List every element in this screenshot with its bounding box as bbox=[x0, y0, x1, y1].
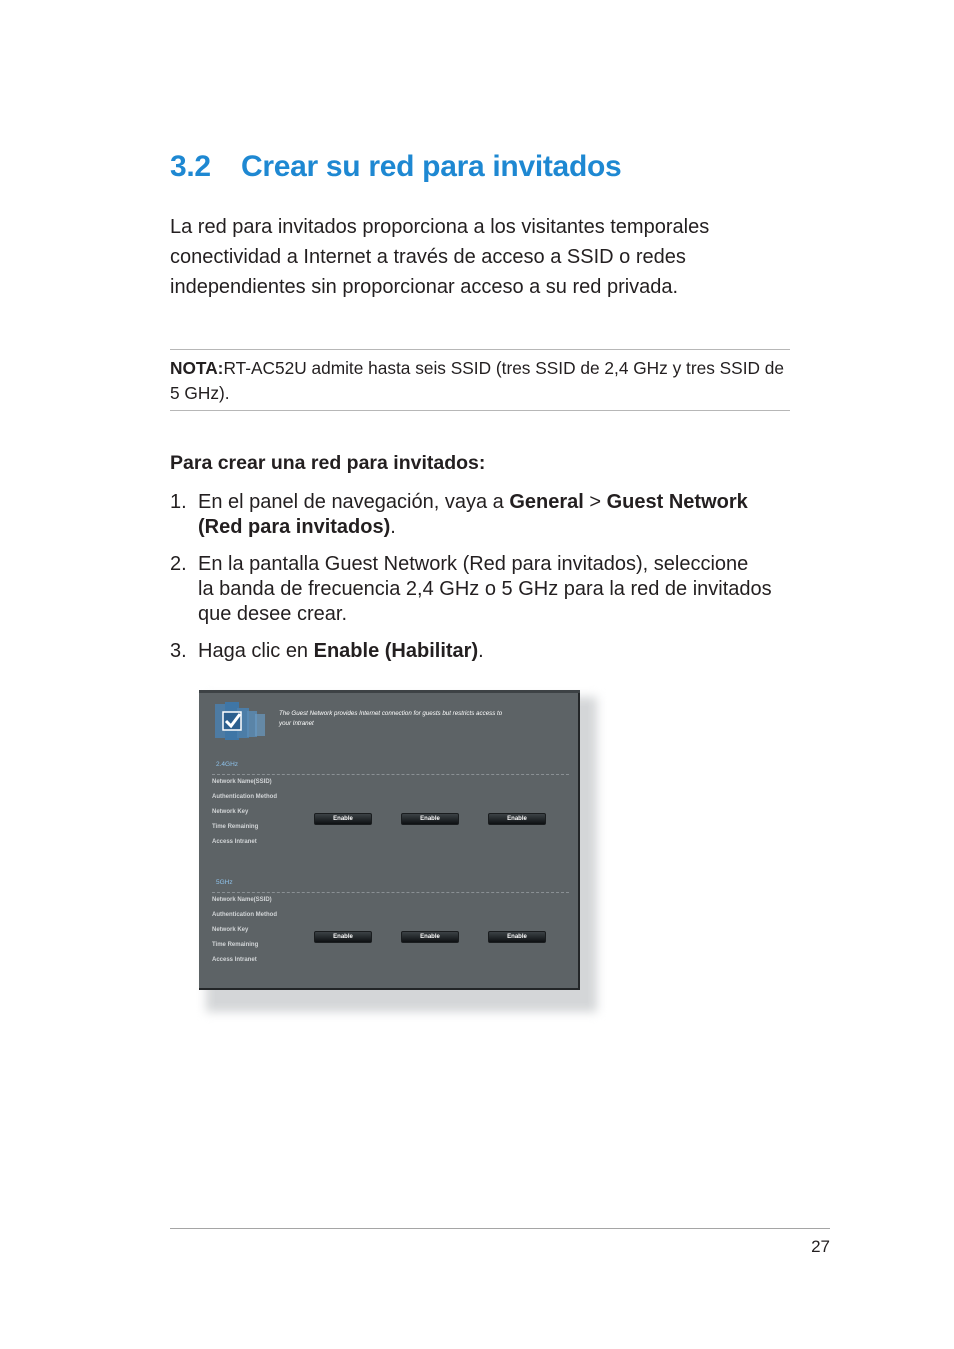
enable-button[interactable]: Enable bbox=[488, 931, 546, 943]
description-line: your Intranet bbox=[279, 720, 314, 727]
guest-network-description bbox=[279, 709, 549, 729]
step-number: 3. bbox=[170, 640, 187, 662]
step-1 bbox=[170, 490, 800, 540]
step-text: En la pantalla Guest Network (Red para invitados), seleccione bbox=[198, 553, 749, 575]
step-text: Haga clic en bbox=[198, 640, 314, 662]
footer-rule bbox=[170, 1228, 830, 1229]
step-end: . bbox=[478, 640, 484, 662]
step-text: la banda de frecuencia 2,4 GHz o 5 GHz para la red de invitados bbox=[198, 578, 772, 600]
step-text: que desee crear. bbox=[198, 603, 347, 625]
menu-guest-network: Guest Network bbox=[606, 491, 748, 513]
step-2 bbox=[170, 552, 800, 627]
field-network-name: Network Name(SSID) bbox=[212, 897, 272, 903]
note-top-rule bbox=[170, 349, 790, 350]
enable-button[interactable]: Enable bbox=[314, 931, 372, 943]
band-label-2-4ghz: 2.4GHz bbox=[216, 761, 239, 768]
note-bottom-rule bbox=[170, 410, 790, 411]
enable-button[interactable]: Enable bbox=[401, 813, 459, 825]
intro-line: conectividad a Internet a través de acceso a SSID o redes bbox=[170, 246, 686, 268]
step-text: En el panel de navegación, vaya a bbox=[198, 491, 510, 513]
field-time-remaining: Time Remaining bbox=[212, 824, 259, 830]
menu-general: General bbox=[509, 491, 584, 513]
section-number: 3.2 bbox=[170, 150, 211, 183]
section-title-text: Crear su red para invitados bbox=[241, 150, 622, 183]
note-box bbox=[170, 356, 792, 406]
screenshot-header-bar bbox=[199, 690, 580, 693]
field-network-name: Network Name(SSID) bbox=[212, 779, 272, 785]
intro-line: La red para invitados proporciona a los visitantes temporales bbox=[170, 216, 710, 238]
guest-network-screenshot bbox=[199, 690, 580, 990]
band-separator bbox=[212, 892, 569, 893]
step-3 bbox=[170, 639, 800, 664]
enable-label: Enable (Habilitar) bbox=[313, 640, 479, 662]
step-number: 2. bbox=[170, 553, 187, 575]
description-line: The Guest Network provides Internet connection for guests but restricts access to bbox=[279, 710, 503, 717]
path-separator: > bbox=[583, 491, 607, 513]
band-separator bbox=[212, 774, 569, 775]
field-authentication-method: Authentication Method bbox=[212, 912, 277, 918]
band-label-5ghz: 5GHz bbox=[216, 879, 233, 886]
menu-guest-network-translation: (Red para invitados) bbox=[198, 516, 391, 538]
enable-button[interactable]: Enable bbox=[488, 813, 546, 825]
field-network-key: Network Key bbox=[212, 927, 249, 933]
intro-line: independientes sin proporcionar acceso a su red privada. bbox=[170, 276, 679, 298]
enable-button[interactable]: Enable bbox=[314, 813, 372, 825]
step-number: 1. bbox=[170, 491, 187, 513]
field-time-remaining: Time Remaining bbox=[212, 942, 259, 948]
procedure-heading: Para crear una red para invitados: bbox=[170, 452, 486, 474]
field-access-intranet: Access Intranet bbox=[212, 839, 257, 845]
field-network-key: Network Key bbox=[212, 809, 249, 815]
page-number: 27 bbox=[811, 1237, 830, 1256]
note-text: RT-AC52U admite hasta seis SSID (tres SSID de 2,4 GHz y tres SSID de 5 GHz). bbox=[170, 358, 785, 403]
guest-network-icon bbox=[211, 698, 271, 742]
step-end: . bbox=[390, 516, 396, 538]
section-title bbox=[170, 150, 621, 184]
intro-paragraph bbox=[170, 212, 790, 302]
field-access-intranet: Access Intranet bbox=[212, 957, 257, 963]
field-authentication-method: Authentication Method bbox=[212, 794, 277, 800]
enable-button[interactable]: Enable bbox=[401, 931, 459, 943]
note-label: NOTA: bbox=[170, 358, 224, 378]
